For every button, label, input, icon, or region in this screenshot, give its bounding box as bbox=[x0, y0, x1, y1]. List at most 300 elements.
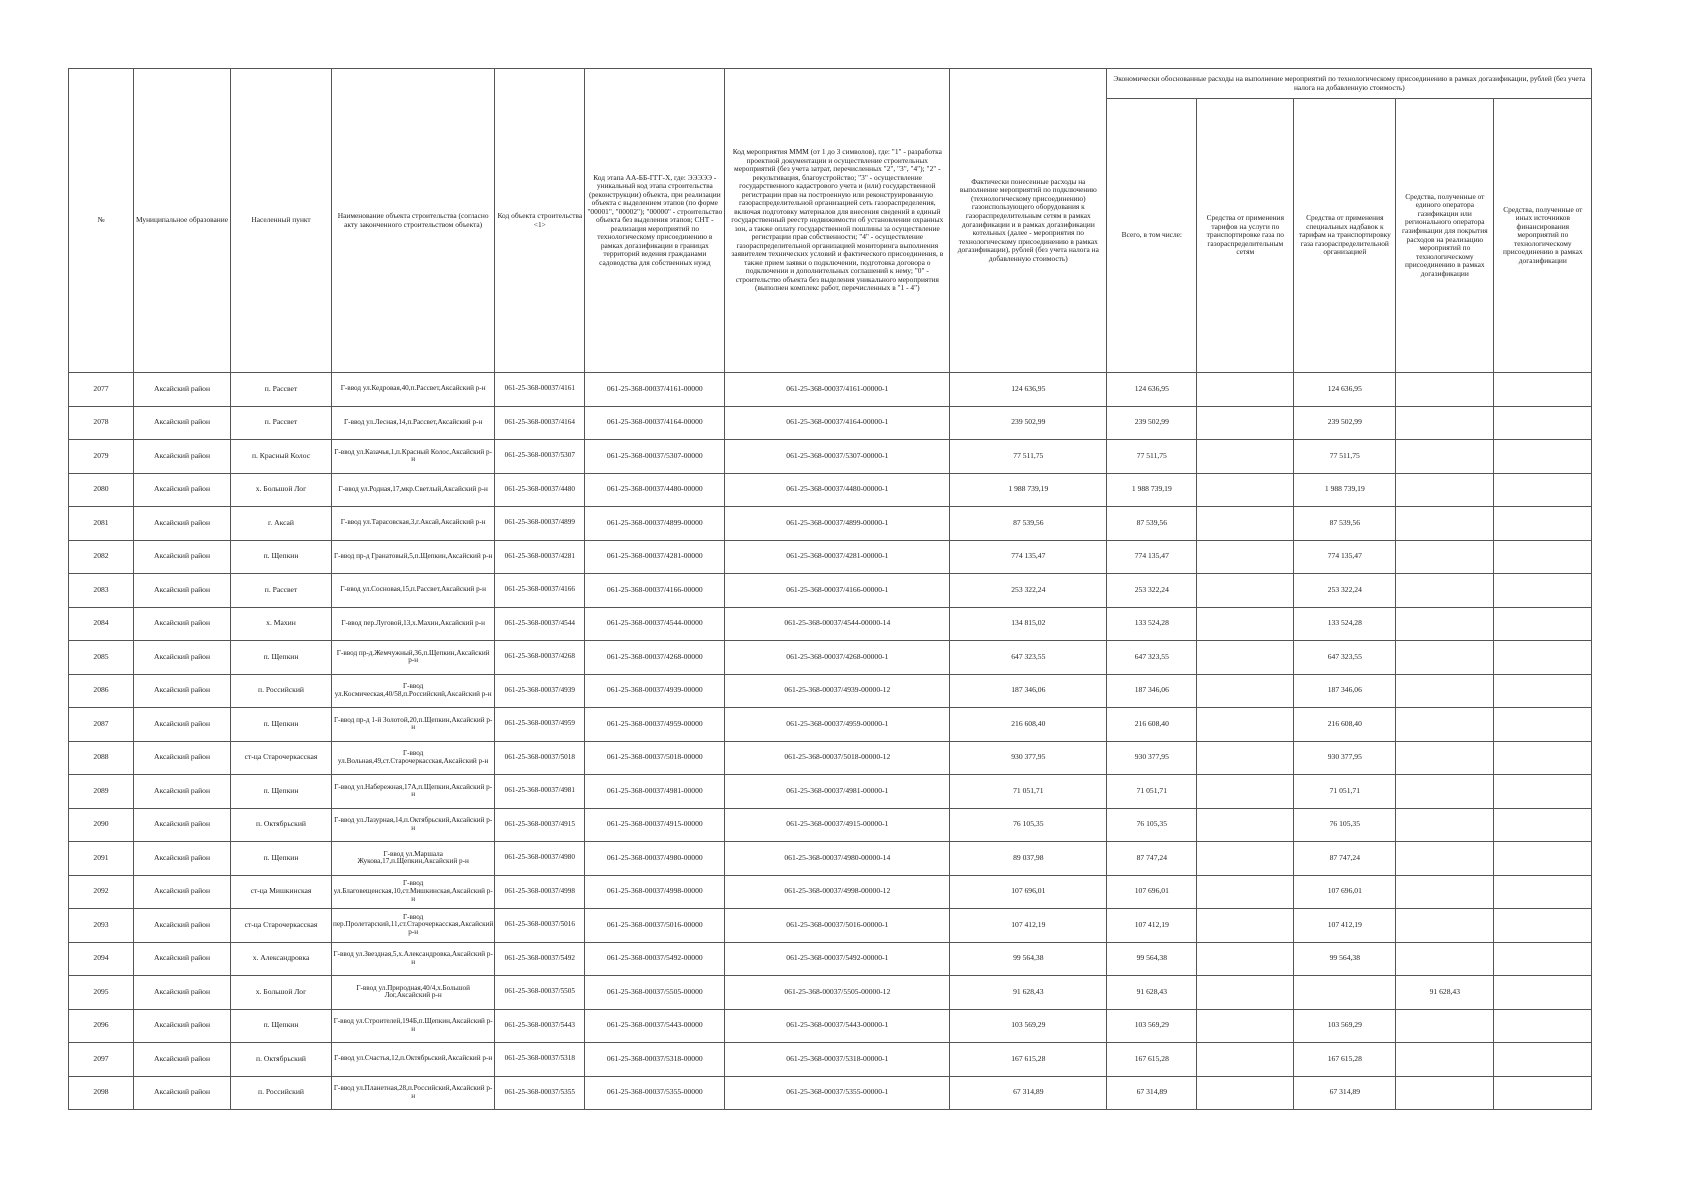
markup-cell: 77 511,75 bbox=[1294, 440, 1396, 474]
municipality-cell: Аксайский район bbox=[134, 440, 231, 474]
stage-code-cell: 061-25-368-00037/4980-00000 bbox=[585, 842, 725, 876]
event-code-cell: 061-25-368-00037/4164-00000-1 bbox=[725, 406, 950, 440]
event-code-cell: 061-25-368-00037/4268-00000-1 bbox=[725, 641, 950, 675]
actual-costs-cell: 103 569,29 bbox=[950, 1009, 1107, 1043]
locality-cell: п. Рассвет bbox=[231, 574, 332, 608]
object-code-cell: 061-25-368-00037/5492 bbox=[495, 942, 585, 976]
total-cell: 124 636,95 bbox=[1107, 373, 1197, 407]
municipality-cell: Аксайский район bbox=[134, 942, 231, 976]
stage-code-cell: 061-25-368-00037/5018-00000 bbox=[585, 741, 725, 775]
total-cell: 91 628,43 bbox=[1107, 976, 1197, 1010]
table-row bbox=[69, 540, 1592, 574]
operator-funds-cell bbox=[1396, 1043, 1494, 1077]
other-sources-cell bbox=[1494, 909, 1592, 943]
actual-costs-cell: 77 511,75 bbox=[950, 440, 1107, 474]
actual-costs-cell: 124 636,95 bbox=[950, 373, 1107, 407]
stage-code-cell: 061-25-368-00037/4998-00000 bbox=[585, 875, 725, 909]
operator-funds-cell bbox=[1396, 741, 1494, 775]
table-body bbox=[69, 373, 1592, 1110]
other-sources-cell bbox=[1494, 741, 1592, 775]
other-sources-cell bbox=[1494, 1076, 1592, 1110]
total-cell: 647 323,55 bbox=[1107, 641, 1197, 675]
actual-costs-cell: 187 346,06 bbox=[950, 674, 1107, 708]
other-sources-cell bbox=[1494, 875, 1592, 909]
object-name-cell: Г-ввод ул.Благовещенская,10,ст.Мишкинская,Аксайский р-н bbox=[332, 875, 495, 909]
total-cell: 253 322,24 bbox=[1107, 574, 1197, 608]
table-row bbox=[69, 507, 1592, 541]
total-cell: 239 502,99 bbox=[1107, 406, 1197, 440]
municipality-cell: Аксайский район bbox=[134, 842, 231, 876]
stage-code-cell: 061-25-368-00037/5318-00000 bbox=[585, 1043, 725, 1077]
stage-code-cell: 061-25-368-00037/5492-00000 bbox=[585, 942, 725, 976]
markup-cell: 87 747,24 bbox=[1294, 842, 1396, 876]
table-row bbox=[69, 808, 1592, 842]
markup-cell: 71 051,71 bbox=[1294, 775, 1396, 809]
stage-code-cell: 061-25-368-00037/4164-00000 bbox=[585, 406, 725, 440]
stage-code-cell: 061-25-368-00037/5505-00000 bbox=[585, 976, 725, 1010]
row-number: 2081 bbox=[69, 507, 134, 541]
event-code-cell: 061-25-368-00037/5355-00000-1 bbox=[725, 1076, 950, 1110]
tariff-cell bbox=[1197, 440, 1294, 474]
row-number: 2088 bbox=[69, 741, 134, 775]
event-code-cell: 061-25-368-00037/4959-00000-1 bbox=[725, 708, 950, 742]
actual-costs-cell: 647 323,55 bbox=[950, 641, 1107, 675]
other-sources-cell bbox=[1494, 674, 1592, 708]
markup-cell bbox=[1294, 976, 1396, 1010]
object-code-cell: 061-25-368-00037/5318 bbox=[495, 1043, 585, 1077]
event-code-cell: 061-25-368-00037/4544-00000-14 bbox=[725, 607, 950, 641]
operator-funds-cell bbox=[1396, 406, 1494, 440]
row-number: 2083 bbox=[69, 574, 134, 608]
municipality-cell: Аксайский район bbox=[134, 473, 231, 507]
object-name-cell: Г-ввод ул.Кедровая,40,п.Рассвет,Аксайский р-н bbox=[332, 373, 495, 407]
object-name-cell: Г-ввод ул.Сосновая,15,п.Рассвет,Аксайский р-н bbox=[332, 574, 495, 608]
table-row bbox=[69, 607, 1592, 641]
event-code-cell: 061-25-368-00037/4980-00000-14 bbox=[725, 842, 950, 876]
actual-costs-cell: 89 037,98 bbox=[950, 842, 1107, 876]
header-object-name: Наименование объекта строительства (согласно акту законченного строительством объекта) bbox=[332, 69, 495, 373]
object-code-cell: 061-25-368-00037/4161 bbox=[495, 373, 585, 407]
object-code-cell: 061-25-368-00037/4281 bbox=[495, 540, 585, 574]
locality-cell: п. Российский bbox=[231, 674, 332, 708]
object-name-cell: Г-ввод пер.Луговой,13,х.Махин,Аксайский р-н bbox=[332, 607, 495, 641]
header-stage-code: Код этапа АА-ББ-ГГГ-Х, где: ЭЭЭЭЭ - уникальный код этапа строительства (реконструкции) объекта, при реализации объекта с выделением этапов (по форме "00001", "00002"); "00000" - строительство объекта без выделения этапов; СНТ - реализация мероприятий по технологическому присоединению в рамках догазификации в границах территорий ведения гражданами садоводства для собственных нужд bbox=[585, 69, 725, 373]
event-code-cell: 061-25-368-00037/4939-00000-12 bbox=[725, 674, 950, 708]
tariff-cell bbox=[1197, 373, 1294, 407]
object-code-cell: 061-25-368-00037/4959 bbox=[495, 708, 585, 742]
total-cell: 930 377,95 bbox=[1107, 741, 1197, 775]
header-event-code: Код мероприятия МММ (от 1 до 3 символов), где: "1" - разработка проектной документации и осуществление строительных мероприятий (без учета затрат, перечисленных "2", "3", "4"); "2" - рекультивация, благоустройство; "3" - осуществление государственного кадастрового учета и (или) государственной регистрации прав на построенную или реконструированную газораспределительной организацией сеть газораспределения, включая подготовку материалов для внесения сведений в единый государственный реестр недвижимости об установлении охранных зон, а также оплату государственной пошлины за осуществление регистрации прав собственности; "4" - осуществление газораспределительной организацией мониторинга выполнения заявителем технических условий и фактического присоединения, в также прием заявки о подключении, подготовка договора о подключении и дополнительных соглашений к нему; "0" - строительство объекта без выделения уникального мероприятия (выполнен комплекс работ, перечисленных в "1 - 4") bbox=[725, 69, 950, 373]
stage-code-cell: 061-25-368-00037/5016-00000 bbox=[585, 909, 725, 943]
other-sources-cell bbox=[1494, 976, 1592, 1010]
municipality-cell: Аксайский район bbox=[134, 373, 231, 407]
header-operator-funds: Средства, полученные от единого оператора газификации или регионального оператора газификации для покрытия расходов на реализацию мероприятий по технологическому присоединению в рамках догазификации bbox=[1396, 99, 1494, 373]
total-cell: 107 412,19 bbox=[1107, 909, 1197, 943]
tariff-cell bbox=[1197, 1043, 1294, 1077]
municipality-cell: Аксайский район bbox=[134, 641, 231, 675]
locality-cell: п. Щепкин bbox=[231, 641, 332, 675]
event-code-cell: 061-25-368-00037/4899-00000-1 bbox=[725, 507, 950, 541]
header-municipality: Муниципальное образование bbox=[134, 69, 231, 373]
table-row bbox=[69, 942, 1592, 976]
object-code-cell: 061-25-368-00037/5018 bbox=[495, 741, 585, 775]
total-cell: 107 696,01 bbox=[1107, 875, 1197, 909]
event-code-cell: 061-25-368-00037/4915-00000-1 bbox=[725, 808, 950, 842]
object-name-cell: Г-ввод ул.Тарасовская,3,г.Аксай,Аксайский р-н bbox=[332, 507, 495, 541]
stage-code-cell: 061-25-368-00037/4161-00000 bbox=[585, 373, 725, 407]
object-code-cell: 061-25-368-00037/4166 bbox=[495, 574, 585, 608]
row-number: 2078 bbox=[69, 406, 134, 440]
tariff-cell bbox=[1197, 507, 1294, 541]
table-row bbox=[69, 708, 1592, 742]
locality-cell: п. Щепкин bbox=[231, 708, 332, 742]
markup-cell: 124 636,95 bbox=[1294, 373, 1396, 407]
municipality-cell: Аксайский район bbox=[134, 708, 231, 742]
locality-cell: п. Октябрьский bbox=[231, 1043, 332, 1077]
municipality-cell: Аксайский район bbox=[134, 1043, 231, 1077]
object-name-cell: Г-ввод ул.Природная,40/4,х.Большой Лог,Аксайский р-н bbox=[332, 976, 495, 1010]
stage-code-cell: 061-25-368-00037/4915-00000 bbox=[585, 808, 725, 842]
tariff-cell bbox=[1197, 607, 1294, 641]
table-row bbox=[69, 741, 1592, 775]
object-code-cell: 061-25-368-00037/4268 bbox=[495, 641, 585, 675]
locality-cell: г. Аксай bbox=[231, 507, 332, 541]
operator-funds-cell bbox=[1396, 373, 1494, 407]
locality-cell: х. Александровка bbox=[231, 942, 332, 976]
total-cell: 103 569,29 bbox=[1107, 1009, 1197, 1043]
event-code-cell: 061-25-368-00037/4166-00000-1 bbox=[725, 574, 950, 608]
locality-cell: п. Рассвет bbox=[231, 373, 332, 407]
tariff-cell bbox=[1197, 775, 1294, 809]
object-name-cell: Г-ввод пр-д 1-й Золотой,20,п.Щепкин,Аксайский р-н bbox=[332, 708, 495, 742]
municipality-cell: Аксайский район bbox=[134, 406, 231, 440]
object-name-cell: Г-ввод ул.Маршала Жукова,17,п.Щепкин,Аксайский р-н bbox=[332, 842, 495, 876]
other-sources-cell bbox=[1494, 808, 1592, 842]
row-number: 2079 bbox=[69, 440, 134, 474]
markup-cell: 647 323,55 bbox=[1294, 641, 1396, 675]
header-other-sources: Средства, полученные от иных источников финансирования мероприятий по технологическому присоединению в рамках догазификации bbox=[1494, 99, 1592, 373]
actual-costs-cell: 216 608,40 bbox=[950, 708, 1107, 742]
row-number: 2090 bbox=[69, 808, 134, 842]
other-sources-cell bbox=[1494, 406, 1592, 440]
total-cell: 99 564,38 bbox=[1107, 942, 1197, 976]
table-row bbox=[69, 976, 1592, 1010]
tariff-cell bbox=[1197, 641, 1294, 675]
table-row bbox=[69, 473, 1592, 507]
table-row bbox=[69, 1043, 1592, 1077]
object-name-cell: Г-ввод ул.Счастья,12,п.Октябрьский,Аксайский р-н bbox=[332, 1043, 495, 1077]
total-cell: 87 539,56 bbox=[1107, 507, 1197, 541]
object-name-cell: Г-ввод ул.Казачья,1,п.Красный Колос,Аксайский р-н bbox=[332, 440, 495, 474]
markup-cell: 1 988 739,19 bbox=[1294, 473, 1396, 507]
operator-funds-cell bbox=[1396, 775, 1494, 809]
stage-code-cell: 061-25-368-00037/4981-00000 bbox=[585, 775, 725, 809]
event-code-cell: 061-25-368-00037/4981-00000-1 bbox=[725, 775, 950, 809]
markup-cell: 87 539,56 bbox=[1294, 507, 1396, 541]
row-number: 2089 bbox=[69, 775, 134, 809]
actual-costs-cell: 134 815,02 bbox=[950, 607, 1107, 641]
operator-funds-cell bbox=[1396, 574, 1494, 608]
row-number: 2096 bbox=[69, 1009, 134, 1043]
object-code-cell: 061-25-368-00037/4980 bbox=[495, 842, 585, 876]
actual-costs-cell: 107 412,19 bbox=[950, 909, 1107, 943]
operator-funds-cell bbox=[1396, 842, 1494, 876]
tariff-cell bbox=[1197, 808, 1294, 842]
tariff-cell bbox=[1197, 1009, 1294, 1043]
row-number: 2094 bbox=[69, 942, 134, 976]
row-number: 2091 bbox=[69, 842, 134, 876]
header-total: Всего, в том числе: bbox=[1107, 99, 1197, 373]
object-code-cell: 061-25-368-00037/4164 bbox=[495, 406, 585, 440]
other-sources-cell bbox=[1494, 775, 1592, 809]
locality-cell: п. Щепкин bbox=[231, 1009, 332, 1043]
stage-code-cell: 061-25-368-00037/4939-00000 bbox=[585, 674, 725, 708]
municipality-cell: Аксайский район bbox=[134, 540, 231, 574]
object-code-cell: 061-25-368-00037/4915 bbox=[495, 808, 585, 842]
total-cell: 216 608,40 bbox=[1107, 708, 1197, 742]
table-row bbox=[69, 1009, 1592, 1043]
other-sources-cell bbox=[1494, 440, 1592, 474]
tariff-cell bbox=[1197, 942, 1294, 976]
locality-cell: ст-ца Старочеркасская bbox=[231, 909, 332, 943]
object-name-cell: Г-ввод ул.Вольная,49,ст.Старочеркасская,Аксайский р-н bbox=[332, 741, 495, 775]
header-num: № bbox=[69, 69, 134, 373]
municipality-cell: Аксайский район bbox=[134, 674, 231, 708]
header-actual-costs: Фактически понесенные расходы на выполнение мероприятий по подключению (технологическому присоединению) газоиспользующего оборудования к газораспределительным сетям в рамках догазификации и в рамках догазификации котельных (далее - мероприятия по технологическому присоединению в рамках догазификации), рублей (без учета налога на добавленную стоимость) bbox=[950, 69, 1107, 373]
locality-cell: х. Большой Лог bbox=[231, 976, 332, 1010]
operator-funds-cell bbox=[1396, 607, 1494, 641]
other-sources-cell bbox=[1494, 641, 1592, 675]
tariff-cell bbox=[1197, 1076, 1294, 1110]
operator-funds-cell bbox=[1396, 540, 1494, 574]
operator-funds-cell bbox=[1396, 1009, 1494, 1043]
row-number: 2097 bbox=[69, 1043, 134, 1077]
table-row bbox=[69, 406, 1592, 440]
other-sources-cell bbox=[1494, 574, 1592, 608]
object-name-cell: Г-ввод ул.Планетная,28,п.Российский,Аксайский р-н bbox=[332, 1076, 495, 1110]
other-sources-cell bbox=[1494, 607, 1592, 641]
tariff-cell bbox=[1197, 406, 1294, 440]
actual-costs-cell: 67 314,89 bbox=[950, 1076, 1107, 1110]
table-row bbox=[69, 775, 1592, 809]
other-sources-cell bbox=[1494, 473, 1592, 507]
object-name-cell: Г-ввод ул.Строителей,194Б,п.Щепкин,Аксайский р-н bbox=[332, 1009, 495, 1043]
markup-cell: 103 569,29 bbox=[1294, 1009, 1396, 1043]
locality-cell: п. Рассвет bbox=[231, 406, 332, 440]
object-code-cell: 061-25-368-00037/4899 bbox=[495, 507, 585, 541]
markup-cell: 99 564,38 bbox=[1294, 942, 1396, 976]
tariff-cell bbox=[1197, 875, 1294, 909]
other-sources-cell bbox=[1494, 1043, 1592, 1077]
header-object-code: Код объекта строительства <1> bbox=[495, 69, 585, 373]
object-name-cell: Г-ввод пр-д.Жемчужный,36,п.Щепкин,Аксайский р-н bbox=[332, 641, 495, 675]
municipality-cell: Аксайский район bbox=[134, 775, 231, 809]
header-tariff-transport: Средства от применения тарифов на услуги по транспортировке газа по газораспределительным сетям bbox=[1197, 99, 1294, 373]
total-cell: 774 135,47 bbox=[1107, 540, 1197, 574]
event-code-cell: 061-25-368-00037/4161-00000-1 bbox=[725, 373, 950, 407]
tariff-cell bbox=[1197, 473, 1294, 507]
row-number: 2077 bbox=[69, 373, 134, 407]
object-name-cell: Г-ввод ул.Лазурная,14,п.Октябрьский,Аксайский р-н bbox=[332, 808, 495, 842]
other-sources-cell bbox=[1494, 540, 1592, 574]
actual-costs-cell: 76 105,35 bbox=[950, 808, 1107, 842]
object-code-cell: 061-25-368-00037/4981 bbox=[495, 775, 585, 809]
operator-funds-cell bbox=[1396, 641, 1494, 675]
stage-code-cell: 061-25-368-00037/4281-00000 bbox=[585, 540, 725, 574]
row-number: 2085 bbox=[69, 641, 134, 675]
tariff-cell bbox=[1197, 540, 1294, 574]
total-cell: 167 615,28 bbox=[1107, 1043, 1197, 1077]
actual-costs-cell: 99 564,38 bbox=[950, 942, 1107, 976]
other-sources-cell bbox=[1494, 373, 1592, 407]
other-sources-cell bbox=[1494, 507, 1592, 541]
table-row bbox=[69, 574, 1592, 608]
tariff-cell bbox=[1197, 909, 1294, 943]
object-name-cell: Г-ввод пер.Пролетарский,11,ст.Старочеркасская,Аксайский р-н bbox=[332, 909, 495, 943]
markup-cell: 774 135,47 bbox=[1294, 540, 1396, 574]
other-sources-cell bbox=[1494, 942, 1592, 976]
object-code-cell: 061-25-368-00037/5505 bbox=[495, 976, 585, 1010]
row-number: 2092 bbox=[69, 875, 134, 909]
row-number: 2098 bbox=[69, 1076, 134, 1110]
event-code-cell: 061-25-368-00037/4998-00000-12 bbox=[725, 875, 950, 909]
municipality-cell: Аксайский район bbox=[134, 741, 231, 775]
row-number: 2080 bbox=[69, 473, 134, 507]
event-code-cell: 061-25-368-00037/5307-00000-1 bbox=[725, 440, 950, 474]
object-name-cell: Г-ввод ул.Лесная,14,п.Рассвет,Аксайский р-н bbox=[332, 406, 495, 440]
operator-funds-cell bbox=[1396, 473, 1494, 507]
municipality-cell: Аксайский район bbox=[134, 507, 231, 541]
locality-cell: п. Октябрьский bbox=[231, 808, 332, 842]
event-code-cell: 061-25-368-00037/5018-00000-12 bbox=[725, 741, 950, 775]
stage-code-cell: 061-25-368-00037/4268-00000 bbox=[585, 641, 725, 675]
locality-cell: п. Щепкин bbox=[231, 842, 332, 876]
object-code-cell: 061-25-368-00037/4939 bbox=[495, 674, 585, 708]
stage-code-cell: 061-25-368-00037/4544-00000 bbox=[585, 607, 725, 641]
total-cell: 87 747,24 bbox=[1107, 842, 1197, 876]
actual-costs-cell: 167 615,28 bbox=[950, 1043, 1107, 1077]
tariff-cell bbox=[1197, 842, 1294, 876]
stage-code-cell: 061-25-368-00037/5355-00000 bbox=[585, 1076, 725, 1110]
row-number: 2084 bbox=[69, 607, 134, 641]
table-row bbox=[69, 373, 1592, 407]
header-special-markups: Средства от применения специальных надбавок к тарифам на транспортировку газа газораспределительной организацией bbox=[1294, 99, 1396, 373]
object-name-cell: Г-ввод пр-д Гранатовый,5,п.Щепкин,Аксайский р-н bbox=[332, 540, 495, 574]
markup-cell: 930 377,95 bbox=[1294, 741, 1396, 775]
locality-cell: ст-ца Мишкинская bbox=[231, 875, 332, 909]
operator-funds-cell bbox=[1396, 808, 1494, 842]
object-code-cell: 061-25-368-00037/4544 bbox=[495, 607, 585, 641]
stage-code-cell: 061-25-368-00037/4166-00000 bbox=[585, 574, 725, 608]
stage-code-cell: 061-25-368-00037/5307-00000 bbox=[585, 440, 725, 474]
object-code-cell: 061-25-368-00037/5307 bbox=[495, 440, 585, 474]
object-name-cell: Г-ввод ул.Родная,17,мкр.Светлый,Аксайский р-н bbox=[332, 473, 495, 507]
tariff-cell bbox=[1197, 574, 1294, 608]
markup-cell: 216 608,40 bbox=[1294, 708, 1396, 742]
stage-code-cell: 061-25-368-00037/4959-00000 bbox=[585, 708, 725, 742]
municipality-cell: Аксайский район bbox=[134, 875, 231, 909]
tariff-cell bbox=[1197, 741, 1294, 775]
operator-funds-cell bbox=[1396, 708, 1494, 742]
actual-costs-cell: 239 502,99 bbox=[950, 406, 1107, 440]
object-code-cell: 061-25-368-00037/4998 bbox=[495, 875, 585, 909]
markup-cell: 187 346,06 bbox=[1294, 674, 1396, 708]
other-sources-cell bbox=[1494, 1009, 1592, 1043]
total-cell: 187 346,06 bbox=[1107, 674, 1197, 708]
object-code-cell: 061-25-368-00037/4480 bbox=[495, 473, 585, 507]
markup-cell: 167 615,28 bbox=[1294, 1043, 1396, 1077]
tariff-cell bbox=[1197, 976, 1294, 1010]
object-name-cell: Г-ввод ул.Набережная,17А,п.Щепкин,Аксайский р-н bbox=[332, 775, 495, 809]
stage-code-cell: 061-25-368-00037/4480-00000 bbox=[585, 473, 725, 507]
locality-cell: х. Махин bbox=[231, 607, 332, 641]
locality-cell: п. Щепкин bbox=[231, 540, 332, 574]
table-row bbox=[69, 909, 1592, 943]
actual-costs-cell: 71 051,71 bbox=[950, 775, 1107, 809]
table-row bbox=[69, 875, 1592, 909]
other-sources-cell bbox=[1494, 708, 1592, 742]
municipality-cell: Аксайский район bbox=[134, 976, 231, 1010]
table-row bbox=[69, 1076, 1592, 1110]
event-code-cell: 061-25-368-00037/5492-00000-1 bbox=[725, 942, 950, 976]
operator-funds-cell bbox=[1396, 942, 1494, 976]
stage-code-cell: 061-25-368-00037/4899-00000 bbox=[585, 507, 725, 541]
total-cell: 77 511,75 bbox=[1107, 440, 1197, 474]
locality-cell: ст-ца Старочеркасская bbox=[231, 741, 332, 775]
tariff-cell bbox=[1197, 708, 1294, 742]
stage-code-cell: 061-25-368-00037/5443-00000 bbox=[585, 1009, 725, 1043]
other-sources-cell bbox=[1494, 842, 1592, 876]
actual-costs-cell: 87 539,56 bbox=[950, 507, 1107, 541]
table-row bbox=[69, 440, 1592, 474]
total-cell: 67 314,89 bbox=[1107, 1076, 1197, 1110]
locality-cell: п. Российский bbox=[231, 1076, 332, 1110]
total-cell: 71 051,71 bbox=[1107, 775, 1197, 809]
operator-funds-cell bbox=[1396, 507, 1494, 541]
operator-funds-cell bbox=[1396, 875, 1494, 909]
object-code-cell: 061-25-368-00037/5016 bbox=[495, 909, 585, 943]
event-code-cell: 061-25-368-00037/5318-00000-1 bbox=[725, 1043, 950, 1077]
tariff-cell bbox=[1197, 674, 1294, 708]
event-code-cell: 061-25-368-00037/4281-00000-1 bbox=[725, 540, 950, 574]
total-cell: 76 105,35 bbox=[1107, 808, 1197, 842]
gasification-costs-table bbox=[68, 68, 1592, 1110]
operator-funds-cell bbox=[1396, 440, 1494, 474]
municipality-cell: Аксайский район bbox=[134, 574, 231, 608]
actual-costs-cell: 107 696,01 bbox=[950, 875, 1107, 909]
municipality-cell: Аксайский район bbox=[134, 607, 231, 641]
municipality-cell: Аксайский район bbox=[134, 808, 231, 842]
actual-costs-cell: 253 322,24 bbox=[950, 574, 1107, 608]
event-code-cell: 061-25-368-00037/4480-00000-1 bbox=[725, 473, 950, 507]
markup-cell: 76 105,35 bbox=[1294, 808, 1396, 842]
actual-costs-cell: 1 988 739,19 bbox=[950, 473, 1107, 507]
object-code-cell: 061-25-368-00037/5355 bbox=[495, 1076, 585, 1110]
operator-funds-cell bbox=[1396, 1076, 1494, 1110]
operator-funds-cell: 91 628,43 bbox=[1396, 976, 1494, 1010]
operator-funds-cell bbox=[1396, 909, 1494, 943]
markup-cell: 107 696,01 bbox=[1294, 875, 1396, 909]
object-name-cell: Г-ввод ул.Космическая,40/58,п.Российский,Аксайский р-н bbox=[332, 674, 495, 708]
markup-cell: 253 322,24 bbox=[1294, 574, 1396, 608]
markup-cell: 239 502,99 bbox=[1294, 406, 1396, 440]
markup-cell: 107 412,19 bbox=[1294, 909, 1396, 943]
markup-cell: 133 524,28 bbox=[1294, 607, 1396, 641]
table-row bbox=[69, 641, 1592, 675]
actual-costs-cell: 91 628,43 bbox=[950, 976, 1107, 1010]
row-number: 2087 bbox=[69, 708, 134, 742]
event-code-cell: 061-25-368-00037/5443-00000-1 bbox=[725, 1009, 950, 1043]
